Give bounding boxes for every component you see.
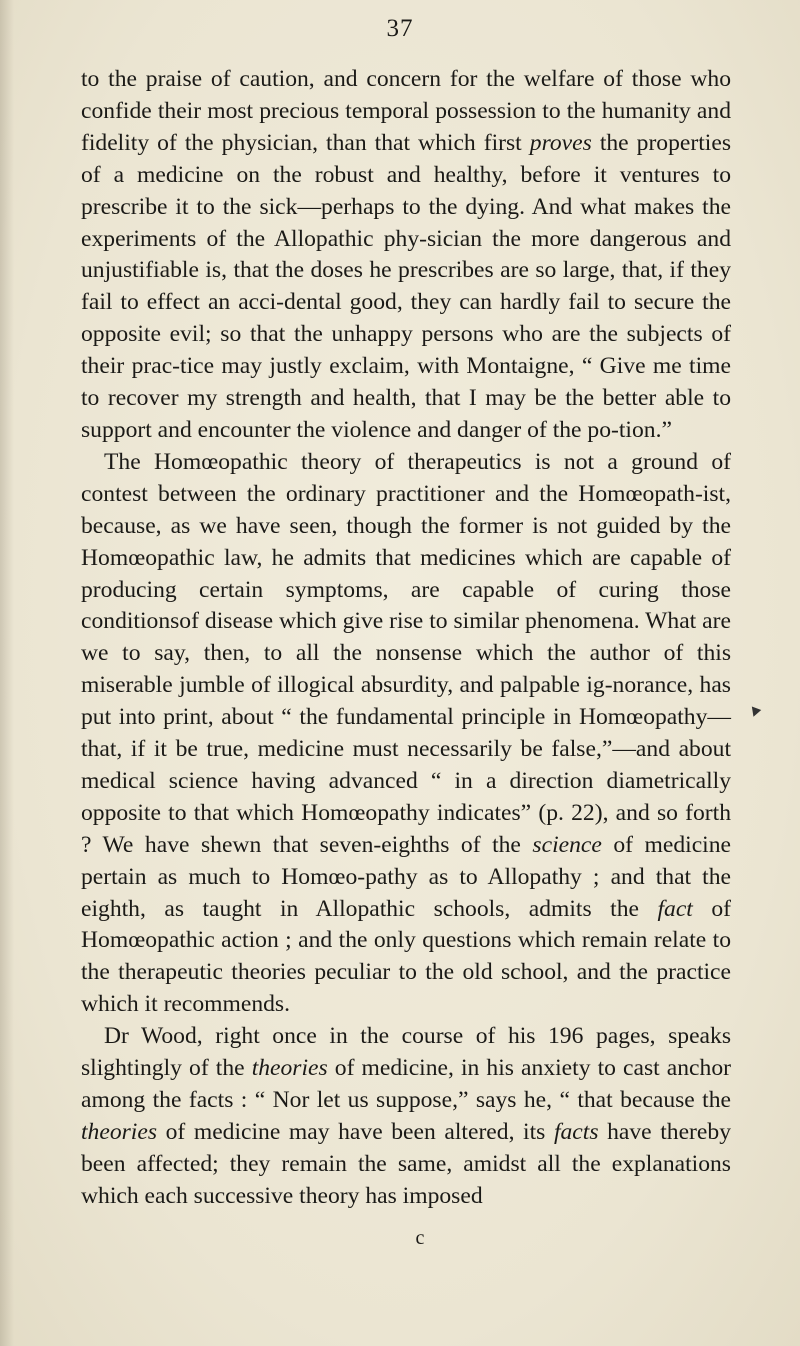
- text-run: have thereby been affected; they remain the same, amidst all the explanations which each successive theory has imposed: [81, 1118, 731, 1209]
- text-run: of medicine may have been altered, its: [157, 1118, 554, 1145]
- paragraph: [81, 64, 731, 447]
- text-run: of Homœopathic action ; and the only questions which remain relate to the therapeutic theories peculiar to the old school, and the practice which it recommends.: [81, 895, 732, 1018]
- italic-text: fact: [657, 895, 693, 922]
- paragraph: [81, 1021, 731, 1212]
- text-run: Dr Wood, right once in the course of his 196 pages, speaks slightingly of the: [81, 1023, 731, 1082]
- text-run: The Homœopathic theory of therapeutics is not a ground of contest between the ordinary practitioner and the Homœopath-ist, because, as we have seen, though the former is not guided by the Homœopathic law, he admits that medicines which are capable of producing certain symptoms, are capable of curing those conditionsof disease which give rise to similar phenomena. What are we to say, then, to all the nonsense which the author of this miserable jumble of illogical absurdity, and palpable ig-norance, has put into print, about “ the fundamental principle in Homœopathy—that, if it be true, medicine must necessarily be false,”—and about medical science having advanced “ in a direction diametrically opposite to that which Homœopathy indicates” (p. 22), and so forth ? We have shewn that seven-eighths of the: [81, 448, 731, 858]
- text-run: the properties of a medicine on the robust and healthy, before it ventures to prescribe it to the sick—perhaps to the dying. And what makes the experiments of the Allopathic phy-sician the more dangerous and unjustifiable is, that the doses he prescribes are so large, that, if they fail to effect an acci-dental good, they can hardly fail to secure the opposite evil; so that the unhappy persons who are the subjects of their prac-tice may justly exclaim, with Montaigne, “ Give me time to recover my strength and health, that I may be the better able to support and encounter the violence and danger of the po-tion.”: [81, 129, 731, 443]
- page-edge-shadow: [0, 0, 14, 1346]
- text-run: of medicine pertain as much to Homœo-pathy as to Allopathy ; and that the eighth, as taught in Allopathic schools, admits the: [81, 831, 731, 922]
- italic-text: theories: [81, 1118, 158, 1145]
- body-text: [81, 64, 731, 1213]
- paragraph: [81, 447, 731, 1021]
- margin-mark-icon: [749, 707, 761, 719]
- italic-text: facts: [553, 1118, 599, 1145]
- signature-mark: c: [415, 1227, 425, 1249]
- page-number: 37: [386, 15, 414, 42]
- text-run: to the praise of caution, and concern for the welfare of those who confide their most precious temporal possession to the humanity and fidelity of the physician, than that which first: [81, 66, 731, 156]
- text-run: of medicine, in his anxiety to cast anchor among the facts : “ Nor let us suppose,” says he, “ that because the: [81, 1055, 731, 1113]
- italic-text: science: [532, 831, 602, 858]
- italic-text: theories: [251, 1055, 328, 1082]
- italic-text: proves: [529, 129, 592, 156]
